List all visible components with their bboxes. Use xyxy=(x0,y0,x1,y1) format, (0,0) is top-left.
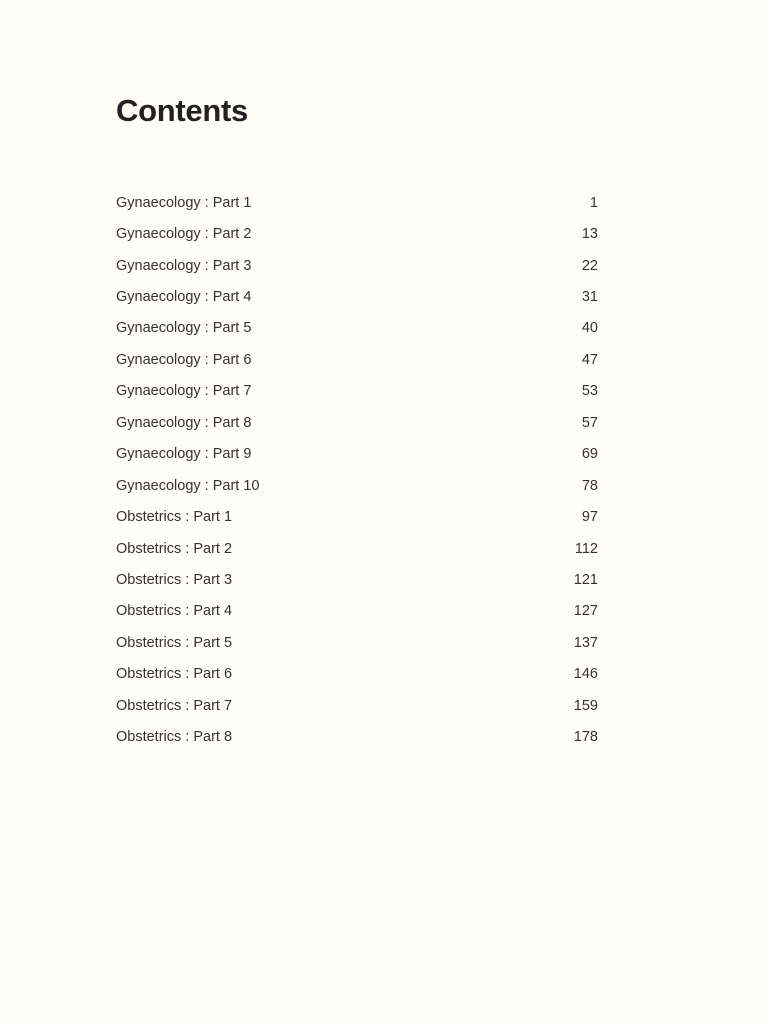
toc-entry-title: Gynaecology : Part 1 xyxy=(116,194,252,211)
toc-entry-title: Gynaecology : Part 5 xyxy=(116,320,252,337)
toc-entry-page: 40 xyxy=(581,320,598,337)
toc-entry-title: Obstetrics : Part 5 xyxy=(116,634,233,651)
toc-entry[interactable] xyxy=(116,690,598,721)
toc-entry-page: 47 xyxy=(581,351,598,368)
toc-entry-title: Obstetrics : Part 8 xyxy=(116,729,233,746)
toc-entry[interactable] xyxy=(116,250,598,281)
toc-entry-title: Gynaecology : Part 10 xyxy=(116,477,260,494)
toc-entry-title: Gynaecology : Part 9 xyxy=(116,446,252,463)
toc-entry-title: Gynaecology : Part 4 xyxy=(116,289,252,306)
toc-entry[interactable] xyxy=(116,564,598,595)
toc-entry-page: 22 xyxy=(581,257,598,274)
toc-entry[interactable] xyxy=(116,501,598,532)
toc-entry-page: 13 xyxy=(581,226,598,243)
toc-entry[interactable] xyxy=(116,313,598,344)
toc-entry[interactable] xyxy=(116,439,598,470)
toc-entry[interactable] xyxy=(116,344,598,375)
toc-entry-page: 178 xyxy=(573,729,598,746)
toc-entry-title: Obstetrics : Part 1 xyxy=(116,509,233,526)
toc-entry[interactable] xyxy=(116,596,598,627)
toc-entry[interactable] xyxy=(116,376,598,407)
toc-entry-title: Gynaecology : Part 7 xyxy=(116,383,252,400)
page-title: Contents xyxy=(116,93,248,128)
toc-entry[interactable] xyxy=(116,659,598,690)
toc-entry-title: Obstetrics : Part 3 xyxy=(116,571,233,588)
toc-entry-page: 1 xyxy=(589,194,598,211)
toc-entry-title: Obstetrics : Part 2 xyxy=(116,540,233,557)
toc-entry[interactable] xyxy=(116,187,598,218)
toc-entry-title: Gynaecology : Part 6 xyxy=(116,351,252,368)
toc-entry-page: 97 xyxy=(581,509,598,526)
toc-entry-page: 69 xyxy=(581,446,598,463)
toc-entry[interactable] xyxy=(116,407,598,438)
toc-entry-page: 127 xyxy=(573,603,598,620)
toc-entry-page: 121 xyxy=(573,571,598,588)
toc-entry-page: 112 xyxy=(574,540,598,557)
table-of-contents xyxy=(116,187,598,753)
toc-entry-title: Gynaecology : Part 2 xyxy=(116,226,252,243)
toc-entry[interactable] xyxy=(116,281,598,312)
toc-entry[interactable] xyxy=(116,218,598,249)
toc-entry[interactable] xyxy=(116,721,598,752)
toc-entry[interactable] xyxy=(116,470,598,501)
toc-entry-title: Gynaecology : Part 3 xyxy=(116,257,252,274)
toc-entry-page: 53 xyxy=(581,383,598,400)
toc-entry-title: Gynaecology : Part 8 xyxy=(116,414,252,431)
toc-entry-page: 78 xyxy=(581,477,598,494)
toc-entry-title: Obstetrics : Part 7 xyxy=(116,697,233,714)
toc-entry-page: 159 xyxy=(573,697,598,714)
toc-entry-page: 146 xyxy=(573,666,598,683)
toc-entry-page: 137 xyxy=(573,634,598,651)
toc-entry-title: Obstetrics : Part 6 xyxy=(116,666,233,683)
toc-entry-title: Obstetrics : Part 4 xyxy=(116,603,233,620)
toc-entry-page: 31 xyxy=(581,289,598,306)
toc-entry[interactable] xyxy=(116,627,598,658)
toc-entry[interactable] xyxy=(116,533,598,564)
toc-entry-page: 57 xyxy=(581,414,598,431)
